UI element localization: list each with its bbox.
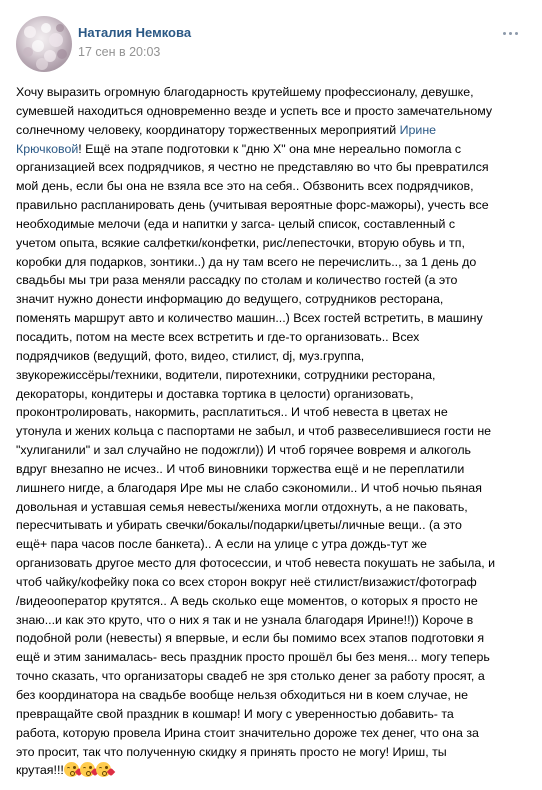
dot — [509, 32, 512, 35]
post-text-line — [16, 611, 531, 630]
text-segment: пересчитывать и убирать свечки/бокалы/подарки/цветы/личные вещи.. (а это — [16, 518, 462, 533]
post-text-line — [16, 629, 531, 648]
text-segment: /видеооператор крутятся.. А ведь сколько еще моментов, о которых я просто не — [16, 593, 478, 608]
text-segment: ! Ещё на этапе подготовки к "дню Х" она мне нереально помогла с — [78, 141, 462, 156]
post-text-line — [16, 158, 531, 177]
post-text-line — [16, 347, 531, 366]
face-blowing-kiss-icon — [96, 762, 111, 777]
text-segment: проконтролировать, накормить, расплатиться.. И чтоб невеста в цветах не — [16, 405, 448, 420]
post-text-line — [16, 140, 531, 159]
text-segment: Хочу выразить огромную благодарность крутейшему профессионалу, девушке, — [16, 85, 474, 99]
post-text — [16, 83, 531, 780]
post-text-line — [16, 234, 531, 253]
text-segment: вдруг внезапно не исчез.. И чтоб виновники торжества ещё и не переплатили — [16, 461, 465, 476]
mention-link[interactable]: Крючковой — [16, 141, 79, 156]
text-segment: утонула и жених кольца с паспортами не забыл, и чтоб развеселившиеся гости не — [16, 424, 492, 439]
text-segment: крутая!!! — [16, 763, 64, 778]
text-segment: сумевшей находиться одновременно везде и успеть все и просто замечательному — [16, 103, 493, 118]
text-segment: подобной роли (невесты) я впервые, и если бы помимо всех этапов подготовки я — [16, 631, 485, 646]
text-segment: учетом опыта, всякие салфетки/конфетки, рис/лепесточки, вторую обувь и тп, — [16, 235, 465, 250]
text-segment: организацией всех подрядчиков, я честно не представляю во что бы превратился — [16, 160, 489, 175]
face-blowing-kiss-icon — [80, 762, 95, 777]
text-segment: знаю...и как это круто, что о них я так и не узнала благодаря Ирине!!)) Короче в — [16, 612, 474, 627]
post-text-line — [16, 196, 531, 215]
text-segment: коробки для подарков, зонтики..) да ну там всего не перечислить.., за 1 день до — [16, 254, 477, 269]
text-segment: мой день, если бы она не взяла все это на себя.. Обзвонить всех подрядчиков, — [16, 179, 474, 194]
post-text-line — [16, 592, 531, 611]
post-text-line — [16, 83, 531, 102]
post-text-line — [16, 441, 531, 460]
post-text-line — [16, 743, 531, 762]
text-segment: "хулиганили" и зал случайно не подожгли)) И чтоб горячее вовремя и алкоголь — [16, 443, 472, 458]
dot — [515, 32, 518, 35]
post-text-line — [16, 290, 531, 309]
avatar-photo-icon — [16, 16, 72, 72]
text-segment: свадьбы мы три раза меняли рассадку по столам и количество гостей (а это — [16, 273, 458, 288]
text-segment: поменять маршрут авто и количество машин...) Всех гостей встретить, в машину — [16, 311, 483, 326]
face-blowing-kiss-icon — [64, 762, 79, 777]
text-segment: солнечному человеку, координатору торжественных мероприятий — [16, 122, 400, 137]
text-segment: подрядчиков (ведущий, фото, видео, стилист, dj, муз.группа, — [16, 348, 365, 363]
more-dots-icon[interactable] — [498, 26, 522, 40]
post-text-line — [16, 385, 531, 404]
author-avatar[interactable] — [16, 16, 72, 72]
post-text-line — [16, 121, 531, 140]
post-text-line — [16, 648, 531, 667]
post-text-line — [16, 516, 531, 535]
text-segment: посадить, потом на месте всех встретить и где-то организовать.. Всех — [16, 329, 420, 344]
post-text-line — [16, 366, 531, 385]
text-segment: ещё и этим занималась- весь праздник просто прошёл бы без меня... могу теперь — [16, 650, 490, 665]
post-text-line — [16, 535, 531, 554]
post-text-line — [16, 761, 531, 780]
text-segment: без координатора на свадьбе вообще нельзя обходиться ни в коем случае, не — [16, 688, 469, 702]
text-segment: необходимые мелочи (еда и напитки у загса- целый список, составленный с — [16, 216, 456, 231]
post-text-line — [16, 177, 531, 196]
post-text-line — [16, 102, 531, 121]
post-text-line — [16, 328, 531, 347]
post-date[interactable]: 17 сен в 20:03 — [78, 45, 161, 59]
post-text-line — [16, 705, 531, 724]
post-text-line — [16, 554, 531, 573]
post-header — [16, 16, 526, 72]
post-text-line — [16, 309, 531, 328]
post-text-line — [16, 460, 531, 479]
post-text-line — [16, 422, 531, 441]
text-segment: чтоб чайку/кофейку пока со всех сторон вокруг неё стилист/визажист/фотограф — [16, 574, 477, 589]
text-segment: организовать другое место для фотосессии, и чтоб невеста покушать не забыла, и — [16, 556, 496, 571]
text-segment: правильно распланировать день (учитывая вероятные форс-мажоры), учесть все — [16, 198, 489, 213]
post-text-line — [16, 271, 531, 290]
text-segment: работа, которую провела Ирина стоит значительно дороже тех денег, что она за — [16, 725, 479, 740]
text-segment: довольная и уставшая семья невесты/жениха могли отдохнуть, а не паковать, — [16, 499, 468, 514]
text-segment: декораторы, кондитеры и доставка тортика в целости) организовать, — [16, 386, 414, 401]
text-segment: лишнего нигде, а благодаря Ире мы не слабо сэкономили.. И чтоб ночью пьяная — [16, 480, 482, 495]
mention-link[interactable]: Ирине — [399, 122, 437, 137]
post-text-line — [16, 498, 531, 517]
text-segment: превращайте свой праздник в кошмар! И могу с уверенностью добавить- та — [16, 706, 454, 721]
text-segment: точно сказать, что организаторы свадеб не зря столько денег за работу просят, а — [16, 669, 485, 684]
post-text-line — [16, 724, 531, 743]
post-text-line — [16, 667, 531, 686]
post-text-line — [16, 573, 531, 592]
text-segment: значит нужно донести информацию до ведущего, сотрудников ресторана, — [16, 292, 444, 307]
post-text-line — [16, 253, 531, 272]
post-text-line — [16, 403, 531, 422]
post-text-line — [16, 479, 531, 498]
text-segment: ещё+ пара часов после банкета).. А если на улице с утра дождь-тут же — [16, 537, 427, 552]
text-segment: это просит, так что полученную скидку я принять просто не могу! Ириш, ты — [16, 744, 447, 759]
dot — [503, 32, 506, 35]
author-name-link[interactable]: Наталия Немкова — [78, 25, 192, 40]
post-text-line — [16, 686, 531, 705]
post-text-line — [16, 215, 531, 234]
text-segment: звукорежиссёры/техники, водители, пиротехники, сотрудники ресторана, — [16, 367, 436, 382]
